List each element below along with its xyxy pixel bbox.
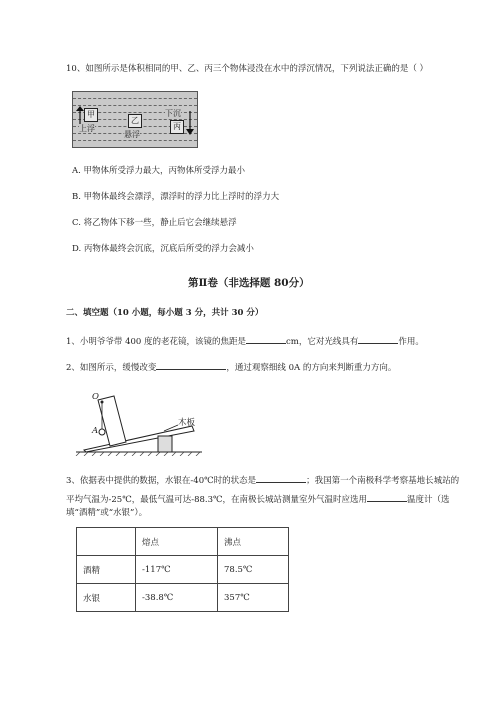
object-yi: 乙 [128, 114, 142, 128]
q10-option-b: B. 甲物体最终会漂浮，漂浮时的浮力比上浮时的浮力大 [72, 192, 280, 202]
q2-blank[interactable] [156, 360, 226, 370]
float-label: 悬浮 [124, 130, 140, 139]
table-header-cell [77, 528, 136, 556]
table-row [77, 556, 289, 584]
q10-stem: 10、如图所示是体积相同的甲、乙、丙三个物体浸没在水中的浮沉情况，下列说法正确的是（ ） [66, 64, 429, 74]
section-title: 二、填空题（10 小题，每小题 3 分，共计 30 分） [66, 308, 264, 318]
q10-option-d: D. 丙物体最终会沉底，沉底后所受的浮力会减小 [72, 244, 254, 254]
table-header-cell: 沸点 [218, 528, 289, 556]
q1-part-c: 作用。 [398, 337, 424, 347]
table-row [77, 584, 289, 612]
table-header-cell: 熔点 [136, 528, 218, 556]
q10-option-c: C. 将乙物体下移一些，静止后它会继续悬浮 [72, 218, 237, 228]
object-jia: 甲 [84, 108, 98, 122]
q3-line3: 填“酒精”或“水银”）。 [66, 508, 148, 518]
part2-title: 第Ⅱ卷（非选择题 80分） [188, 277, 310, 289]
buoyancy-figure [72, 91, 198, 148]
q3-line1-a: 3、依据表中提供的数据，水银在-40℃时的状态是 [66, 476, 257, 486]
object-bing: 丙 [170, 120, 184, 134]
board-label: 木板 [178, 418, 196, 428]
q2-part-a: 2、如图所示，缓慢改变 [66, 363, 157, 373]
up-label: 上浮 [79, 124, 95, 133]
q1-part-a: 1、小明爷爷带 400 度的老花镜，该镜的焦距是 [66, 337, 247, 347]
board-pointer [163, 424, 179, 432]
q3-line1 [66, 473, 459, 487]
q2-part-b: ，通过观察细线 0A 的方向来判断重力方向。 [226, 363, 397, 373]
table-cell: 78.5℃ [218, 556, 289, 584]
q3-blank-state[interactable] [256, 473, 306, 483]
q1-blank-effect[interactable] [358, 334, 398, 344]
table-cell: -38.8℃ [136, 584, 218, 612]
table-cell: 357℃ [218, 584, 289, 612]
table-cell: 水银 [77, 584, 136, 612]
q2-text [66, 360, 396, 374]
q3-line2-a: 平均气温为-25℃，最低气温可达-88.3℃，在南极长城站测量室外气温时应选用 [66, 495, 368, 505]
down-label: 下沉 [165, 109, 181, 118]
q10-option-a: A. 甲物体所受浮力最大，丙物体所受浮力最小 [72, 166, 246, 176]
q3-blank-thermometer[interactable] [367, 492, 407, 502]
q3-line2 [66, 492, 450, 506]
point-o-label: O [92, 392, 99, 402]
melting-boiling-table [76, 527, 289, 612]
q3-line1-b: ；我国第一个南极科学考察基地长城站的 [306, 476, 460, 486]
q1-part-b: cm，它对光线具有 [286, 337, 359, 347]
table-header-row [77, 528, 289, 556]
down-arrow-icon [186, 111, 194, 135]
q1-text [66, 334, 424, 348]
table-cell: 酒精 [77, 556, 136, 584]
q1-blank-focal[interactable] [246, 334, 286, 344]
table-cell: -117℃ [136, 556, 218, 584]
point-a-label: A [92, 426, 99, 436]
q3-line2-b: 温度计（选 [407, 495, 450, 505]
